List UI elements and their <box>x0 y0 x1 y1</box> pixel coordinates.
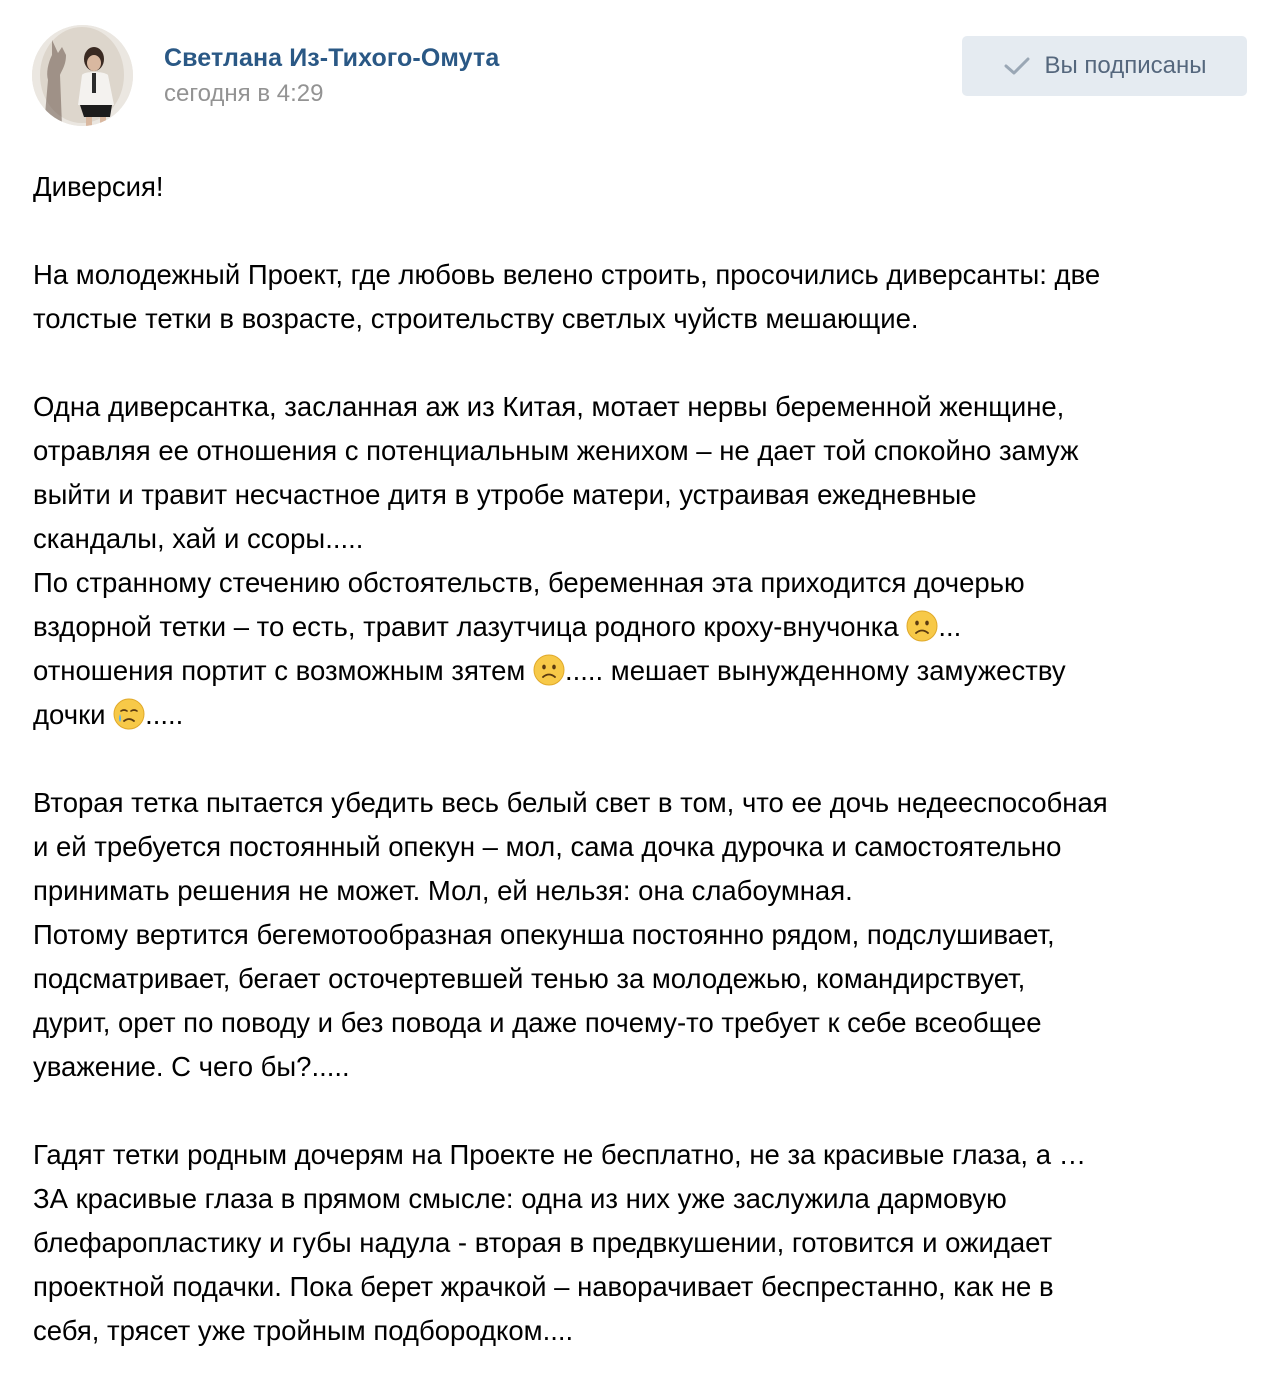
post-text-line: проектной подачки. Пока берет жрачкой – наворачивает беспрестанно, как не в <box>33 1271 1054 1302</box>
post-text-line: отравляя ее отношения с потенциальным женихом – не дает той спокойно замуж <box>33 435 1079 466</box>
post-text-line: По странному стечению обстоятельств, беременная эта приходится дочерью <box>33 567 1025 598</box>
subscribed-button-label: Вы подписаны <box>1044 52 1207 79</box>
post-text-line: выйти и травит несчастное дитя в утробе матери, устраивая ежедневные <box>33 479 977 510</box>
post-text-segment: отношения портит с возможным зятем <box>33 655 533 686</box>
post-text-line: принимать решения не может. Мол, ей нельзя: она слабоумная. <box>33 875 853 906</box>
post-text-line: уважение. С чего бы?..... <box>33 1051 350 1082</box>
post-header <box>32 25 1256 127</box>
post-text-line: себя, трясет уже тройным подбородком.... <box>33 1315 574 1346</box>
subscribed-button[interactable] <box>962 36 1247 96</box>
post-text-segment: ..... <box>145 699 184 730</box>
avatar[interactable] <box>32 25 133 126</box>
frowning-face-emoji-icon <box>533 654 565 686</box>
avatar-photo-icon <box>32 25 133 126</box>
post-text-line: Диверсия! <box>33 171 164 202</box>
post-text-segment: вздорной тетки – то есть, травит лазутчица родного кроху-внучонка <box>33 611 907 642</box>
post-text-line <box>33 605 1248 649</box>
post-text-line: Потому вертится бегемотообразная опекунша постоянно рядом, подслушивает, <box>33 919 1055 950</box>
post-text-line: скандалы, хай и ссоры..... <box>33 523 364 554</box>
post-text-line <box>33 693 1248 737</box>
check-icon <box>1003 55 1031 77</box>
post-text-line: Одна диверсантка, засланная аж из Китая, мотает нервы беременной женщине, <box>33 391 1065 422</box>
post-text-line: Вторая тетка пытается убедить весь белый свет в том, что ее дочь недееспособная <box>33 787 1108 818</box>
post-text-line: ЗА красивые глаза в прямом смысле: одна из них уже заслужила дармовую <box>33 1183 1007 1214</box>
post-text-line: Гадят тетки родным дочерям на Проекте не бесплатно, не за красивые глаза, а … <box>33 1139 1087 1170</box>
post-text <box>33 165 1248 1353</box>
post-text-line: подсматривает, бегает осточертевшей тенью за молодежью, командирствует, <box>33 963 1026 994</box>
post-text-line: блефаропластику и губы надула - вторая в предвкушении, готовится и ожидает <box>33 1227 1053 1258</box>
post-text-segment: ..... мешает вынужденному замужеству <box>564 655 1066 686</box>
sad-but-relieved-face-emoji-icon <box>113 698 145 730</box>
post-text-line: толстые тетки в возрасте, строительству светлых чуйств мешающие. <box>33 303 919 334</box>
post-time-link[interactable]: сегодня в 4:29 <box>164 80 324 107</box>
post-text-line <box>33 649 1248 693</box>
post-text-line: дурит, орет по поводу и без повода и даже почему-то требует к себе всеобщее <box>33 1007 1042 1038</box>
post-text-line: и ей требуется постоянный опекун – мол, сама дочка дурочка и самостоятельно <box>33 831 1062 862</box>
frowning-face-emoji-icon <box>906 610 938 642</box>
author-name-link[interactable]: Светлана Из-Тихого-Омута <box>164 44 500 72</box>
post-text-segment: ... <box>938 611 962 642</box>
post-text-line: На молодежный Проект, где любовь велено строить, просочились диверсанты: две <box>33 259 1101 290</box>
post-text-segment: дочки <box>33 699 114 730</box>
